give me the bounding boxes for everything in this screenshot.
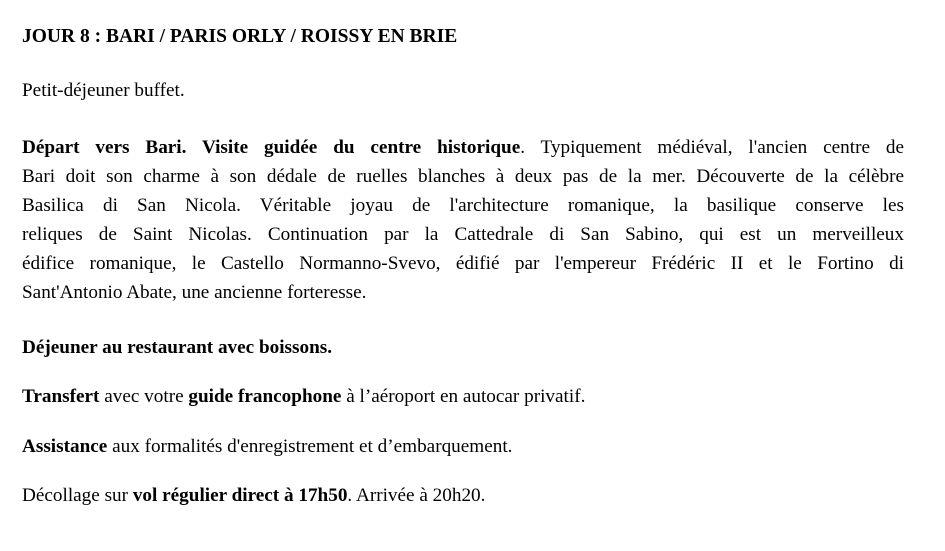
assistance-bold: Assistance bbox=[22, 436, 108, 457]
breakfast-paragraph: Petit-déjeuner buffet. bbox=[22, 80, 185, 101]
transfer-bold: Transfert bbox=[22, 386, 100, 407]
visit-line-3: Basilica di San Nicola. Véritable joyau de l'architecture romanique, la basilique conserve les bbox=[22, 195, 904, 216]
assistance-text: aux formalités d'enregistrement et d’embarquement. bbox=[107, 436, 513, 457]
departure-text-1: Décollage sur bbox=[22, 485, 133, 506]
visit-line-2: Bari doit son charme à son dédale de ruelles blanches à deux pas de la mer. Découverte de la célèbre bbox=[22, 166, 904, 187]
transfer-text-2: à l’aéroport en autocar privatif. bbox=[341, 386, 586, 407]
visit-paragraph bbox=[22, 133, 904, 307]
assistance-paragraph bbox=[22, 432, 512, 461]
transfer-text-1: avec votre bbox=[99, 386, 189, 407]
lunch-bold: Déjeuner au restaurant avec boissons. bbox=[22, 337, 333, 358]
visit-line-1-text: . Typiquement médiéval, l'ancien centre de bbox=[520, 137, 904, 158]
visit-line-4: reliques de Saint Nicolas. Continuation par la Cattedrale di San Sabino, qui est un merveilleux bbox=[22, 224, 904, 245]
departure-bold: vol régulier direct à 17h50 bbox=[132, 485, 348, 506]
visit-line-6: Sant'Antonio Abate, une ancienne forteresse. bbox=[22, 282, 367, 303]
visit-line-5: édifice romanique, le Castello Normanno-Svevo, édifié par l'empereur Frédéric II et le Fortino di bbox=[22, 253, 904, 274]
departure-paragraph bbox=[22, 481, 485, 510]
day-title: JOUR 8 : BARI / PARIS ORLY / ROISSY EN BRIE bbox=[22, 26, 458, 47]
visit-line-1 bbox=[22, 133, 904, 162]
departure-text-2: . Arrivée à 20h20. bbox=[347, 485, 486, 506]
guide-bold: guide francophone bbox=[188, 386, 342, 407]
lunch-paragraph bbox=[22, 333, 332, 362]
visit-lead-bold: Départ vers Bari. Visite guidée du centre historique bbox=[22, 137, 521, 158]
transfer-paragraph bbox=[22, 382, 585, 411]
